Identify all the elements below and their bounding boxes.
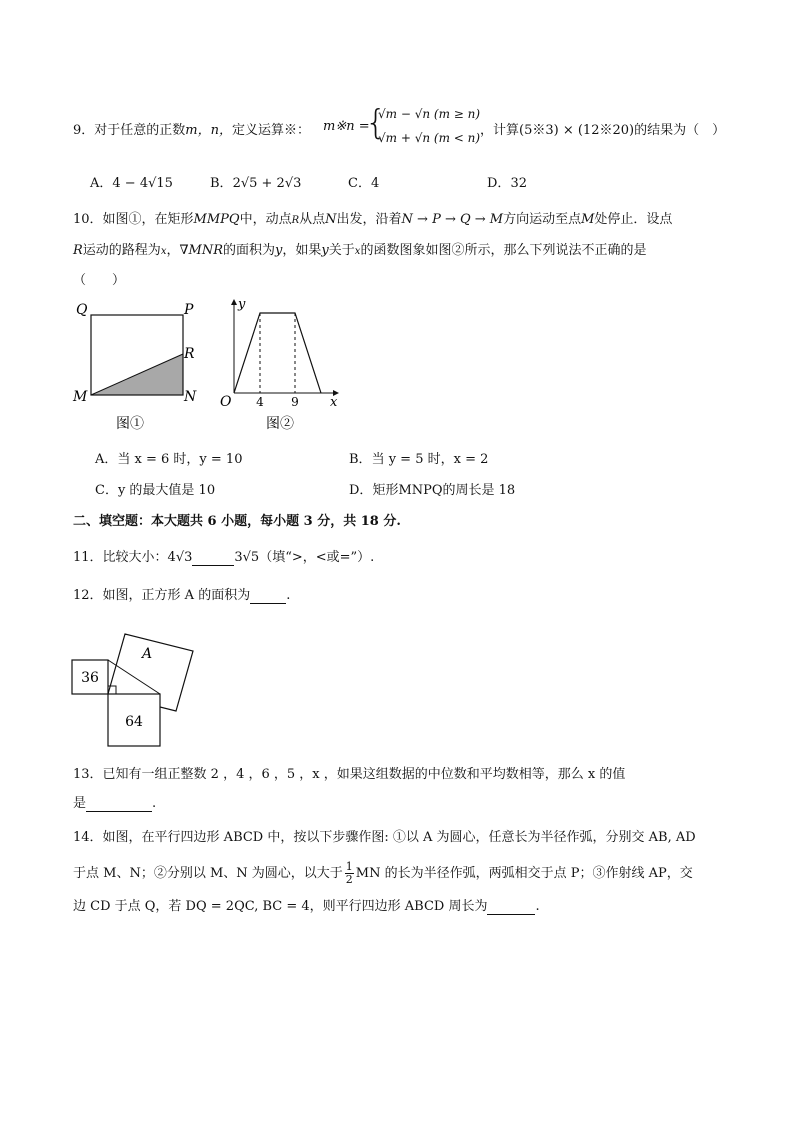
q13-end: . bbox=[152, 796, 157, 811]
label-n: N bbox=[184, 389, 197, 405]
q9-option-letter: D． bbox=[487, 176, 511, 191]
q9-option-d bbox=[487, 172, 527, 191]
q10-text: 10．如图①，在矩形 bbox=[73, 212, 194, 227]
q9-option-c bbox=[348, 172, 379, 191]
q14-fraction bbox=[345, 861, 354, 886]
q9-option-letter: A． bbox=[90, 176, 113, 191]
q9-case1: √m − √n (m ≥ n) bbox=[378, 107, 481, 121]
q14-answer-blank bbox=[487, 899, 535, 915]
section-2-heading: 二、填空题：本大题共 6 小题，每小题 3 分，共 18 分. bbox=[73, 514, 401, 529]
q11-right: 3√5（填“>，<或=”）. bbox=[234, 550, 375, 565]
q14-end: . bbox=[535, 899, 540, 914]
q12-answer-blank bbox=[250, 588, 286, 604]
q14-line3 bbox=[73, 895, 540, 915]
figure-2-caption: 图② bbox=[266, 416, 294, 432]
q10-var: y bbox=[321, 243, 329, 258]
q14-line2 bbox=[73, 861, 693, 886]
q10-option-text: 当 y = 5 时，x = 2 bbox=[371, 452, 489, 467]
q10-option-d bbox=[349, 479, 515, 498]
q9-option-text: 32 bbox=[510, 176, 527, 191]
label-36: 36 bbox=[81, 670, 99, 686]
q10-var: x bbox=[354, 246, 361, 257]
axis-label-y: y bbox=[238, 297, 246, 312]
q10-line1 bbox=[73, 208, 672, 227]
q11-left: 11．比较大小：4√3 bbox=[73, 550, 193, 565]
q11-answer-blank bbox=[192, 550, 234, 566]
origin-label: O bbox=[220, 394, 232, 410]
label-m: M bbox=[73, 389, 88, 405]
q9-brace: { bbox=[365, 103, 387, 143]
q14-line1: 14．如图，在平行四边形 ABCD 中，按以下步骤作图: ①以 A 为圆心，任意长为半径作弧，分别交 AB, AD bbox=[73, 830, 696, 845]
q10-text: 运动的路程为 bbox=[82, 243, 161, 258]
q12-end: . bbox=[286, 588, 291, 603]
q9-option-letter: B． bbox=[210, 176, 233, 191]
q10-text: 出发，沿着 bbox=[336, 212, 402, 227]
figure-1-caption: 图① bbox=[116, 416, 144, 432]
q10-text: ， bbox=[166, 243, 180, 258]
q9-option-a bbox=[90, 172, 173, 191]
q9-suffix: 的结果为（ ） bbox=[634, 123, 726, 138]
tick-label-9: 9 bbox=[291, 395, 299, 409]
q9-stem bbox=[73, 119, 310, 138]
q10-var: M bbox=[581, 212, 595, 227]
q10-option-letter: C． bbox=[95, 483, 118, 498]
figure-1-rectangle bbox=[70, 298, 200, 434]
fraction-numerator: 1 bbox=[345, 860, 353, 873]
q10-text: 关于 bbox=[328, 243, 355, 258]
q10-text: 处停止．设点 bbox=[594, 212, 673, 227]
q10-option-text: 当 x = 6 时，y = 10 bbox=[117, 452, 243, 467]
q10-option-c bbox=[95, 479, 215, 498]
q10-var: x bbox=[160, 246, 167, 257]
q9-prefix: 9．对于任意的正数 bbox=[73, 123, 186, 138]
q10-option-text: y 的最大值是 10 bbox=[117, 483, 216, 498]
fraction-denominator: 2 bbox=[345, 873, 353, 886]
label-r: R bbox=[184, 346, 195, 362]
q9-option-text: 2√5 + 2√3 bbox=[232, 176, 302, 191]
q12 bbox=[73, 584, 290, 604]
q12-text: 12．如图，正方形 A 的面积为 bbox=[73, 588, 251, 603]
q10-line3: （ ） bbox=[73, 273, 126, 288]
figure-2-graph bbox=[214, 296, 344, 434]
q10-text: 从点 bbox=[299, 212, 326, 227]
axis-label-x: x bbox=[330, 395, 338, 410]
q10-option-text: 矩形MNPQ的周长是 18 bbox=[372, 483, 516, 498]
tick-label-4: 4 bbox=[256, 395, 264, 409]
q11 bbox=[73, 546, 374, 566]
q10-triangle: ∇MNR bbox=[179, 243, 224, 258]
label-q: Q bbox=[76, 302, 88, 318]
q13-line2 bbox=[73, 792, 156, 812]
label-64: 64 bbox=[125, 714, 143, 730]
q10-option-letter: B． bbox=[349, 452, 372, 467]
function-graph bbox=[234, 313, 321, 393]
q10-text: 的面积为 bbox=[223, 243, 276, 258]
q13-answer-blank bbox=[86, 796, 152, 812]
q9-option-letter: C． bbox=[348, 176, 371, 191]
q9-option-b bbox=[210, 172, 301, 191]
q10-text: 中，动点 bbox=[239, 212, 292, 227]
label-p: P bbox=[184, 302, 194, 318]
q10-path: N → P → Q → M bbox=[401, 212, 504, 227]
q13-line1: 13．已知有一组正整数 2 ，4 ，6 ，5 ，x ，如果这组数据的中位数和平均数相等，那么 x 的值 bbox=[73, 767, 626, 782]
q14-text: 边 CD 于点 Q，若 DQ = 2QC, BC = 4，则平行四边形 ABCD 周长为 bbox=[73, 899, 488, 914]
q10-option-letter: D． bbox=[349, 483, 373, 498]
q10-option-letter: A． bbox=[95, 452, 118, 467]
q14-text: 于点 M、N；②分别以 M、N 为圆心，以大于 bbox=[73, 866, 343, 881]
q9-option-text: 4 − 4√15 bbox=[112, 176, 173, 191]
q14-text: MN 的长为半径作弧，两弧相交于点 P；③作射线 AP，交 bbox=[355, 866, 693, 881]
q10-var: N bbox=[325, 212, 337, 227]
q10-text: 方向运动至点 bbox=[503, 212, 582, 227]
q10-var: R bbox=[291, 215, 300, 226]
q9-lhs: m※n = bbox=[323, 119, 370, 134]
label-a: A bbox=[141, 646, 153, 662]
q10-text: 的函数图象如图②所示，那么下列说法不正确的是 bbox=[360, 243, 647, 258]
q9-case2: √m + √n (m < n) bbox=[378, 131, 481, 145]
q9-vars: m，n， bbox=[185, 123, 232, 138]
q9-compute: ，计算 bbox=[480, 123, 520, 138]
q13-lead: 是 bbox=[73, 796, 87, 811]
q10-option-a bbox=[95, 448, 242, 467]
q9-option-text: 4 bbox=[370, 176, 380, 191]
q10-line2 bbox=[73, 239, 646, 258]
q10-var: y bbox=[275, 243, 283, 258]
q10-var: R bbox=[73, 243, 83, 258]
figure-squares bbox=[70, 604, 200, 750]
q10-rect-name: MMPQ bbox=[193, 212, 240, 227]
q9-define: 定义运算※： bbox=[231, 123, 310, 138]
q10-text: ，如果 bbox=[282, 243, 322, 258]
q9-expr: (5※3) × (12※20) bbox=[519, 123, 635, 138]
q9-tail bbox=[480, 119, 725, 138]
q10-option-b bbox=[349, 448, 488, 467]
